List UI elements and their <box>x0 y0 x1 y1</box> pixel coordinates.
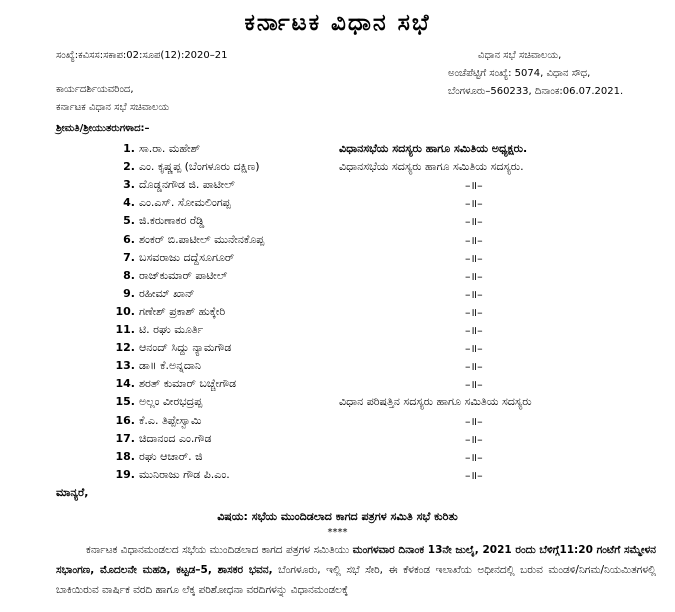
member-row <box>0 214 675 232</box>
member-role-ditto: –॥– <box>465 450 483 464</box>
member-name: ರಾಜ್‌ಕುಮಾರ್ ಪಾಟೀಲ್ <box>139 268 228 282</box>
member-name: ರಘು ಆಚಾರ್. ಜಿ <box>139 449 203 463</box>
member-number: 15. <box>115 395 135 409</box>
member-role-ditto: –॥– <box>465 251 483 265</box>
member-number: 4. <box>123 196 135 210</box>
member-name: ಡಾ॥ ಕೆ.ಅನ್ನದಾನಿ <box>139 359 201 373</box>
member-number: 1. <box>123 142 135 155</box>
member-number: 6. <box>123 232 135 246</box>
member-role-ditto: –॥– <box>465 378 483 392</box>
member-number: 3. <box>123 178 135 192</box>
member-role-ditto: –॥– <box>465 305 483 319</box>
member-name: ಎಂ. ಕೃಷ್ಣಪ್ಪ (ಬೆಂಗಳೂರು ದಕ್ಷಿಣ) <box>139 160 260 174</box>
member-role-ditto: –॥– <box>465 414 483 428</box>
from-line-1: ಕಾರ್ಯದರ್ಶಿಯವರಿಂದ, <box>56 84 134 95</box>
reference-number: ಸಂಖ್ಯೆ:ಕವಿಸಸ:ಸಕಾಪ:02:ಸೂಪ(12):2020–21 <box>56 50 228 61</box>
member-number: 5. <box>123 214 135 228</box>
member-name: ಆನಂದ್ ಸಿದ್ದು ನ್ಯಾಮಗೌಡ <box>139 341 232 355</box>
member-number: 17. <box>115 431 135 445</box>
office-address: ಅಂಚೆಪೆಟ್ಟಿಗೆ ಸಂಖ್ಯೆ: 5074, ವಿಧಾನ ಸೌಧ, <box>448 68 591 79</box>
member-name: ದೊಡ್ಡನಗೌಡ ಜಿ. ಪಾಟೀಲ್ <box>139 178 235 192</box>
member-row <box>0 359 675 377</box>
member-number: 11. <box>115 323 135 336</box>
member-role-ditto: –॥– <box>465 197 483 211</box>
member-name: ಕೆ.ಎ. ತಿಪ್ಪೇಸ್ವಾಮಿ <box>139 413 202 427</box>
member-row <box>0 251 675 269</box>
member-number: 18. <box>115 449 135 463</box>
member-row <box>0 305 675 323</box>
member-role-ditto: –॥– <box>465 360 483 374</box>
body-text-meeting-details: ಮಂಗಳವಾರ ದಿನಾಂಕ 13ನೇ ಜುಲೈ, 2021 ರಂದು ಬೆಳಿಗ್ಗೆ11:20 ಗಂಟೆಗೆ ಸಮ್ಮೇಳನ ಸಭಾಂಗಣ, ಮೊದಲನೇ ಮಹಡಿ, ಕಟ್ಟಡ–5, ಶಾಸಕರ ಭವನ, <box>56 544 656 576</box>
member-row <box>0 377 675 395</box>
member-name: ಟಿ. ರಘು ಮೂರ್ತಿ <box>139 323 204 336</box>
member-role: ವಿಧಾನ ಪರಿಷತ್ತಿನ ಸದಸ್ಯರು ಹಾಗೂ ಸಮಿತಿಯ ಸದಸ್ಯರು <box>339 395 532 409</box>
member-number: 9. <box>123 286 135 300</box>
member-row <box>0 160 675 178</box>
member-role-ditto: –॥– <box>465 432 483 446</box>
member-number: 16. <box>115 413 135 427</box>
addressee-heading: ಶ್ರೀಮತಿ/ಶ್ರೀಯುತರುಗಳಾದ:– <box>56 123 150 134</box>
from-line-2: ಕರ್ನಾಟಕ ವಿಧಾನ ಸಭೆ ಸಚಿವಾಲಯ <box>56 102 170 113</box>
member-row <box>0 395 675 413</box>
member-role: ವಿಧಾನಸಭೆಯ ಸದಸ್ಯರು ಹಾಗೂ ಸಮಿತಿಯ ಸದಸ್ಯರು. <box>339 160 524 174</box>
member-name: ಮುನಿರಾಜು ಗೌಡ ಪಿ.ಎಂ. <box>139 467 230 481</box>
page-title: ಕರ್ನಾಟಕ ವಿಧಾನ ಸಭೆ <box>244 10 431 36</box>
member-row <box>0 269 675 287</box>
member-row <box>0 450 675 468</box>
member-role-ditto: –॥– <box>465 269 483 283</box>
member-name: ಶಂಕರ್ ಬಿ.ಪಾಟೀಲ್ ಮುನೇನಕೊಪ್ಪ <box>139 232 265 246</box>
member-row <box>0 341 675 359</box>
member-name: ಅಲ್ಲಂ ವೀರಭದ್ರಪ್ಪ <box>139 395 203 409</box>
member-role-ditto: –॥– <box>465 233 483 247</box>
member-name: ರಹೀಮ್ ಖಾನ್ <box>139 286 195 300</box>
member-role-ditto: –॥– <box>465 215 483 229</box>
body-text-intro: ಕರ್ನಾಟಕ ವಿಧಾನಮಂಡಲದ ಸಭೆಯ ಮುಂದಿಡಲಾದ ಕಾಗದ ಪತ್ರಗಳ ಸಮಿತಿಯು <box>86 544 353 556</box>
member-number: 12. <box>115 341 135 355</box>
member-role-ditto: –॥– <box>465 468 483 482</box>
member-name: ಸಾ.ರಾ. ಮಹೇಶ್ <box>139 142 201 155</box>
member-name: ಬಸವರಾಜು ದದ್ದೆಸೂಗೂರ್ <box>139 250 235 264</box>
member-role: ವಿಧಾನಸಭೆಯ ಸದಸ್ಯರು ಹಾಗೂ ಸಮಿತಿಯ ಅಧ್ಯಕ್ಷರು. <box>339 142 528 155</box>
member-row <box>0 178 675 196</box>
member-role-ditto: –॥– <box>465 179 483 193</box>
member-row <box>0 233 675 251</box>
member-number: 8. <box>123 268 135 282</box>
body-paragraph <box>56 540 656 600</box>
member-row <box>0 414 675 432</box>
member-role-ditto: –॥– <box>465 287 483 301</box>
member-role-ditto: –॥– <box>465 342 483 356</box>
office-name: ವಿಧಾನ ಸಭೆ ಸಚಿವಾಲಯ, <box>478 50 562 61</box>
member-number: 19. <box>115 467 135 481</box>
office-city-date: ಬೆಂಗಳೂರು–560233, ದಿನಾಂಕ:06.07.2021. <box>448 86 624 97</box>
member-number: 7. <box>123 250 135 264</box>
member-number: 14. <box>115 377 135 391</box>
separator-stars: **** <box>327 527 348 538</box>
member-name: ಶರತ್ ಕುಮಾರ್ ಬಚ್ಚೇಗೌಡ <box>139 377 237 391</box>
member-row <box>0 287 675 305</box>
member-number: 10. <box>115 304 135 318</box>
member-name: ಗಣೇಶ್ ಪ್ರಕಾಶ್ ಹುಕ್ಕೇರಿ <box>139 304 226 318</box>
body-text-rest: ಬೆಂಗಳೂರು, ಇಲ್ಲಿ ಸಭೆ ಸೇರಿ, ಈ ಕೆಳಕಂಡ ಇಲಾಖೆಯ ಅಧೀನದಲ್ಲಿ ಬರುವ ಮಂಡಳಿ/ನಿಗಮ/ನಿಯಮಿತಗಳಲ್ಲಿ ಬಾಕಿಯಿರುವ ವಾರ್ಷಿಕ ವರದಿ ಹಾಗೂ ಲೆಕ್ಕ ಪರಿಶೋಧನಾ ವರದಿಗಳನ್ನು ವಿಧಾನಮಂಡಲಕ್ಕೆ <box>56 564 656 596</box>
member-name: ಜಿ.ಕರುಣಾಕರ ರೆಡ್ಡಿ <box>139 214 205 228</box>
member-number: 13. <box>115 359 135 373</box>
member-name: ಚಿದಾನಂದ ಎಂ.ಗೌಡ <box>139 431 212 445</box>
salutation: ಮಾನ್ಯರೆ, <box>56 486 89 499</box>
member-row <box>0 432 675 450</box>
member-number: 2. <box>123 160 135 174</box>
subject-line: ವಿಷಯ: ಸಭೆಯ ಮುಂದಿಡಲಾದ ಕಾಗದ ಪತ್ರಗಳ ಸಮಿತಿ ಸಭೆ ಕುರಿತು <box>217 510 458 523</box>
member-role-ditto: –॥– <box>465 324 483 337</box>
member-row <box>0 468 675 486</box>
member-row <box>0 142 675 160</box>
member-row <box>0 196 675 214</box>
member-row <box>0 323 675 341</box>
member-name: ಎಂ.ಎಸ್. ಸೋಮಲಿಂಗಪ್ಪ <box>139 196 231 210</box>
